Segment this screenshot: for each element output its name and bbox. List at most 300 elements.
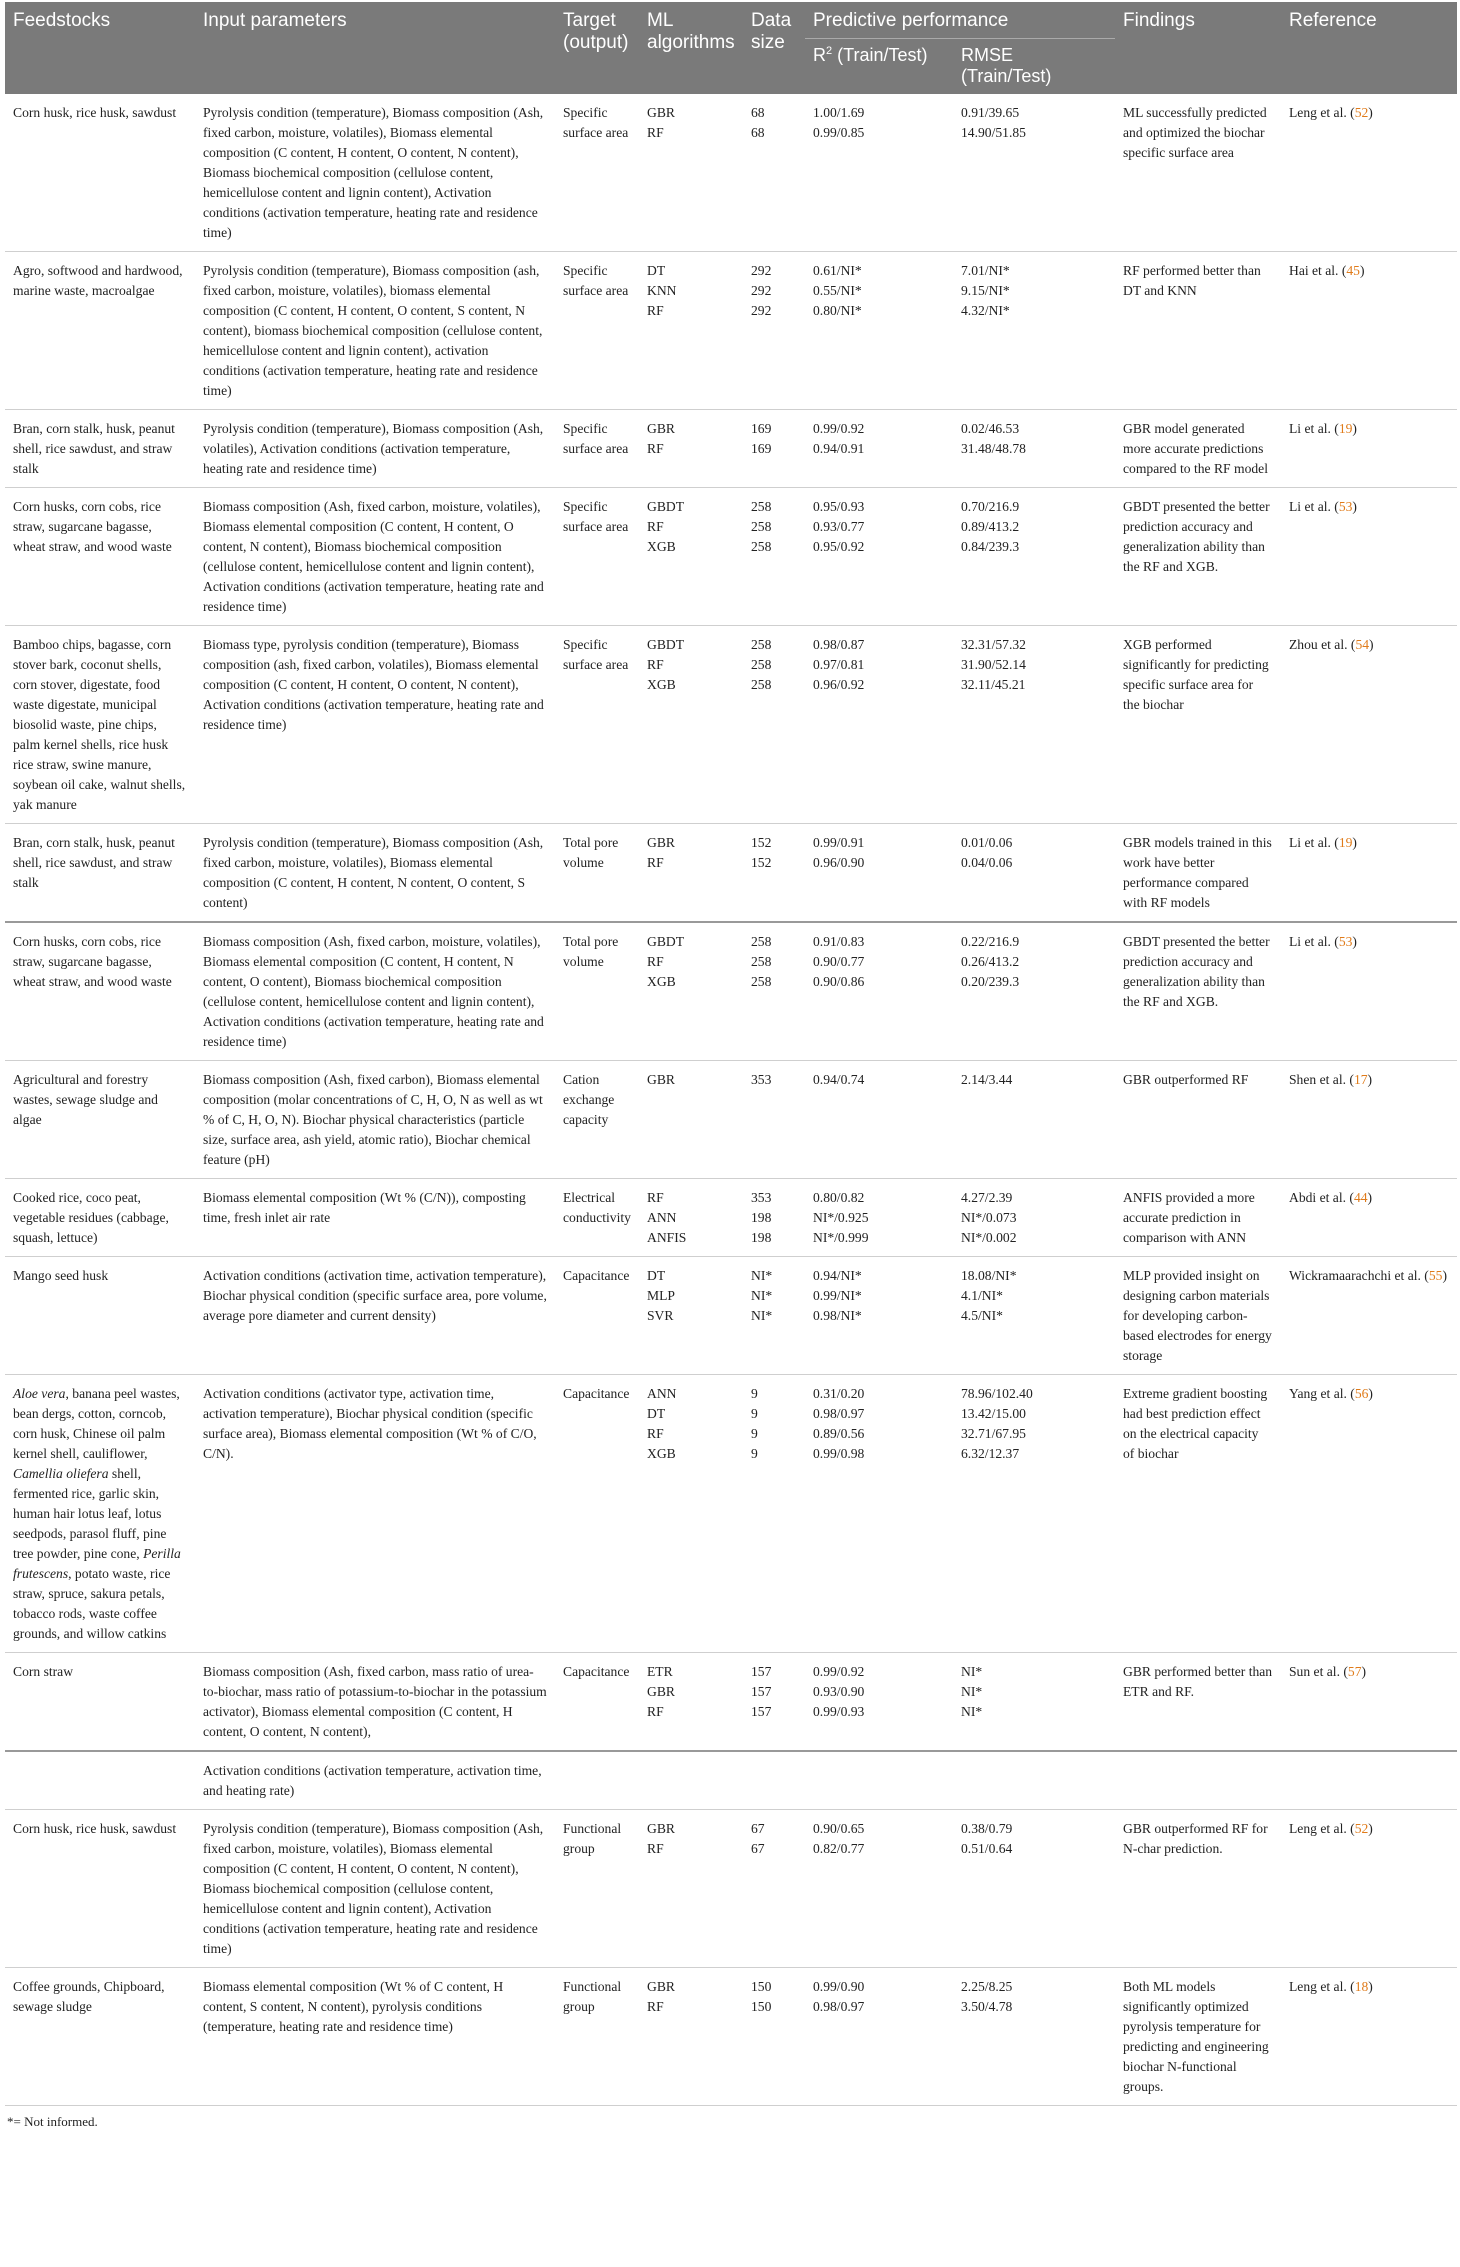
alg: KNN [647,283,677,299]
cell-rmse [953,922,1115,1061]
header-r2-label: R [813,44,826,65]
cell-findings: RF performed better than DT and KNN [1115,252,1281,410]
cell-rmse [953,488,1115,626]
r2: 0.99/NI* [813,1288,862,1304]
ref-text: Li et al. ( [1289,835,1339,851]
ref-text: Li et al. ( [1289,421,1339,437]
rmse: NI* [961,1704,983,1720]
r2: 0.94/0.74 [813,1072,865,1088]
ref-link[interactable]: 53 [1338,499,1353,515]
size: 353 [751,1190,772,1206]
header-target [555,2,639,94]
cell-reference [1281,1968,1457,2106]
alg: GBR [647,835,675,851]
ref-link[interactable]: 19 [1338,835,1353,851]
cell-input: Biomass type, pyrolysis condition (temperature), Biomass composition (ash, fixed carbon, volatiles), Biomass elemental composition (C content, H content, O content, N content), Activation conditions (activation temperature, heating rate and residence time) [195,626,555,824]
alg: GBR [647,1979,675,1995]
table-container [5,2,1457,2130]
ref-text: Abdi et al. ( [1289,1190,1354,1206]
cell-reference [1281,410,1457,488]
alg: RF [647,1704,664,1720]
cell-feedstocks: Corn husks, corn cobs, rice straw, sugarcane bagasse, wheat straw, and wood waste [5,488,195,626]
rmse: 0.70/216.9 [961,499,1020,515]
feed-italic: Camellia oliefera [13,1466,109,1482]
cell-reference [1281,1653,1457,1752]
cell-findings: MLP provided insight on designing carbon materials for developing carbon-based electrodes for energy storage [1115,1257,1281,1375]
cell-reference [1281,824,1457,923]
cell-rmse [953,1375,1115,1653]
cell-input: Pyrolysis condition (temperature), Biomass composition (ash, fixed carbon, moisture, volatiles), biomass elemental composition (C content, H content, O content, S content, N content), biomass biochemical composition (cellulose content, hemicellulose content and lignin content), activation conditions (activation temperature, heating rate and residence time) [195,252,555,410]
rmse: 32.31/57.32 [961,637,1026,653]
cell-reference [1281,1179,1457,1257]
ref-text: Li et al. ( [1289,499,1339,515]
ref-close: ) [1352,421,1357,437]
cell-rmse [953,410,1115,488]
rmse: 0.84/239.3 [961,539,1020,555]
rmse: 31.48/48.78 [961,441,1026,457]
ref-text: Hai et al. ( [1289,263,1347,279]
alg: GBR [647,1684,675,1700]
cell-target: Specific surface area [555,626,639,824]
ref-link[interactable]: 19 [1338,421,1353,437]
cell-input: Pyrolysis condition (temperature), Biomass composition (Ash, fixed carbon, moisture, volatiles), Biomass elemental composition (C content, H content, O content, N content), Biomass biochemical composition (cellulose content, hemicellulose content and lignin content), Activation conditions (activation temperature, heating rate and residence time) [195,1810,555,1968]
table-row [5,94,1457,252]
size: 157 [751,1664,772,1680]
cell-findings [1115,1751,1281,1810]
cell-data-size [743,824,805,923]
alg: XGB [647,974,676,990]
table-row [5,626,1457,824]
ref-close: ) [1367,1072,1373,1088]
rmse: 0.89/413.2 [961,519,1020,535]
size: 258 [751,677,772,693]
cell-data-size [743,1257,805,1375]
header-ml-algorithms [639,2,743,94]
ref-link[interactable]: 18 [1354,1979,1369,1995]
cell-reference [1281,252,1457,410]
cell-findings: GBR performed better than ETR and RF. [1115,1653,1281,1752]
cell-target: Total pore volume [555,922,639,1061]
cell-feedstocks: Cooked rice, coco peat, vegetable residues (cabbage, squash, lettuce) [5,1179,195,1257]
table-row [5,410,1457,488]
alg: RF [647,303,664,319]
r2: 0.94/0.91 [813,441,865,457]
rmse: 9.15/NI* [961,283,1010,299]
cell-feedstocks [5,1375,195,1653]
r2: 0.98/0.87 [813,637,865,653]
rmse: 0.51/0.64 [961,1841,1013,1857]
cell-algorithms [639,922,743,1061]
alg: ETR [647,1664,673,1680]
rmse: 4.27/2.39 [961,1190,1013,1206]
ref-link[interactable]: 52 [1354,105,1369,121]
size: 258 [751,954,772,970]
alg: RF [647,1190,664,1206]
alg: XGB [647,1446,676,1462]
cell-reference [1281,626,1457,824]
cell-target: Cation exchange capacity [555,1061,639,1179]
cell-data-size [743,1061,805,1179]
table-row [5,1653,1457,1752]
r2: 0.96/0.90 [813,855,865,871]
size: 292 [751,263,772,279]
rmse: 7.01/NI* [961,263,1010,279]
rmse: 0.22/216.9 [961,934,1020,950]
size: 258 [751,519,772,535]
r2: 0.80/0.82 [813,1190,865,1206]
cell-algorithms [639,1179,743,1257]
table-row [5,1968,1457,2106]
cell-algorithms [639,1810,743,1968]
cell-rmse [953,1751,1115,1810]
cell-data-size [743,1968,805,2106]
cell-data-size [743,1375,805,1653]
ref-close: ) [1368,1979,1373,1995]
table-row [5,488,1457,626]
ref-link[interactable]: 56 [1354,1386,1369,1402]
cell-feedstocks: Bamboo chips, bagasse, corn stover bark, coconut shells, corn stover, digestate, food waste digestate, municipal biosolid waste, pine chips, palm kernel shells, rice husk rice straw, swine manure, soybean oil cake, walnut shells, yak manure [5,626,195,824]
cell-algorithms [639,1751,743,1810]
header-target-line2: (output) [563,31,629,53]
cell-feedstocks: Agro, softwood and hardwood, marine waste, macroalgae [5,252,195,410]
cell-data-size [743,410,805,488]
header-findings: Findings [1115,2,1281,94]
table-row [5,922,1457,1061]
alg: GBDT [647,499,685,515]
cell-data-size [743,1653,805,1752]
rmse: 0.91/39.65 [961,105,1020,121]
cell-rmse [953,626,1115,824]
header-feedstocks: Feedstocks [5,2,195,94]
cell-findings: GBDT presented the better prediction accuracy and generalization ability than the RF and XGB. [1115,922,1281,1061]
cell-r2 [805,626,953,824]
r2: NI*/0.925 [813,1210,869,1226]
cell-target: Functional group [555,1968,639,2106]
r2: 0.99/0.85 [813,125,865,141]
cell-target [555,1751,639,1810]
table-row [5,252,1457,410]
cell-input: Biomass composition (Ash, fixed carbon), Biomass elemental composition (molar concentrations of C, H, O, N as well as wt % of C, H, O, N). Biochar physical characteristics (particle size, surface area, ash yield, atomic ratio), Biochar chemical feature (pH) [195,1061,555,1179]
alg: RF [647,1999,664,2015]
cell-findings: ANFIS provided a more accurate prediction in comparison with ANN [1115,1179,1281,1257]
r2: 0.91/0.83 [813,934,865,950]
cell-reference [1281,1810,1457,1968]
alg: MLP [647,1288,675,1304]
ref-close: ) [1359,263,1365,279]
cell-data-size [743,1810,805,1968]
rmse: 4.32/NI* [961,303,1010,319]
cell-target: Electrical conductivity [555,1179,639,1257]
r2: 0.99/0.91 [813,835,865,851]
cell-input: Activation conditions (activator type, activation time, activation temperature), Biochar physical condition (specific surface area), Biomass elemental composition (Wt % of C/O, C/N). [195,1375,555,1653]
alg: GBDT [647,637,685,653]
size: 9 [751,1426,758,1442]
rmse: NI*/0.002 [961,1230,1017,1246]
size: 150 [751,1999,772,2015]
cell-feedstocks: Bran, corn stalk, husk, peanut shell, rice sawdust, and straw stalk [5,824,195,923]
rmse: 14.90/51.85 [961,125,1026,141]
cell-reference [1281,922,1457,1061]
alg: RF [647,519,664,535]
cell-r2 [805,94,953,252]
ref-text: Li et al. ( [1289,934,1339,950]
ref-link[interactable]: 53 [1338,934,1353,950]
feed-text: , potato waste, rice straw, spruce, sakura petals, tobacco rods, waste coffee grounds, and willow catkins [13,1566,171,1642]
r2: 0.61/NI* [813,263,862,279]
rmse: 6.32/12.37 [961,1446,1020,1462]
cell-rmse [953,1810,1115,1968]
rmse: 18.08/NI* [961,1268,1017,1284]
ref-text: Leng et al. ( [1289,105,1355,121]
ref-link[interactable]: 57 [1347,1664,1362,1680]
table-row [5,1257,1457,1375]
cell-rmse [953,252,1115,410]
cell-findings: Both ML models significantly optimized pyrolysis temperature for predicting and engineering biochar N-functional groups. [1115,1968,1281,2106]
feed-text: , banana peel wastes, bean dergs, cotton, corncob, corn husk, Chinese oil palm kernel shell, cauliflower, [13,1386,180,1462]
cell-feedstocks: Corn husks, corn cobs, rice straw, sugarcane bagasse, wheat straw, and wood waste [5,922,195,1061]
size: 258 [751,974,772,990]
feed-italic: Perilla frutescens [13,1546,181,1582]
cell-target: Total pore volume [555,824,639,923]
cell-r2 [805,1653,953,1752]
r2: 0.82/0.77 [813,1841,865,1857]
r2: 0.99/0.93 [813,1704,865,1720]
ref-link[interactable]: 45 [1346,263,1360,279]
rmse: NI* [961,1684,983,1700]
cell-input: Pyrolysis condition (temperature), Biomass composition (Ash, fixed carbon, moisture, volatiles), Biomass elemental composition (C content, H content, O content, N content), Biomass biochemical composition (cellulose content, hemicellulose content and lignin content), Activation conditions (activation temperature, heating rate and residence time) [195,94,555,252]
size: 152 [751,835,772,851]
feed-text: shell, fermented rice, garlic skin, human hair lotus leaf, lotus seedpods, parasol fluff, pine tree powder, pine cone, [13,1466,167,1562]
r2: 0.90/0.65 [813,1821,865,1837]
ref-link[interactable]: 17 [1353,1072,1368,1088]
cell-target: Functional group [555,1810,639,1968]
cell-reference [1281,94,1457,252]
cell-r2 [805,410,953,488]
alg: RF [647,855,664,871]
r2: 0.90/0.77 [813,954,865,970]
cell-target: Specific surface area [555,410,639,488]
ref-link[interactable]: 55 [1428,1268,1443,1284]
header-predictive-performance: Predictive performance [805,2,1115,38]
ref-close: ) [1368,105,1373,121]
r2: 0.90/0.86 [813,974,865,990]
alg: RF [647,441,664,457]
cell-rmse [953,1061,1115,1179]
cell-rmse [953,1968,1115,2106]
ref-link[interactable]: 44 [1353,1190,1368,1206]
cell-data-size [743,922,805,1061]
cell-feedstocks: Mango seed husk [5,1257,195,1375]
cell-algorithms [639,410,743,488]
cell-feedstocks: Corn husk, rice husk, sawdust [5,1810,195,1968]
alg: SVR [647,1308,674,1324]
r2: 0.98/0.97 [813,1999,865,2015]
cell-data-size [743,94,805,252]
r2: 0.95/0.92 [813,539,865,555]
ref-link[interactable]: 52 [1354,1821,1369,1837]
ref-text: Shen et al. ( [1289,1072,1354,1088]
cell-findings: XGB performed significantly for predicting specific surface area for the biochar [1115,626,1281,824]
r2: 0.96/0.92 [813,677,865,693]
ref-text: Leng et al. ( [1289,1979,1355,1995]
cell-algorithms [639,1061,743,1179]
cell-algorithms [639,824,743,923]
ref-close: ) [1352,934,1357,950]
rmse: 0.02/46.53 [961,421,1020,437]
cell-target: Capacitance [555,1653,639,1752]
header-data-size [743,2,805,94]
rmse: 0.01/0.06 [961,835,1013,851]
cell-r2 [805,824,953,923]
header-data-line2: size [751,31,785,53]
r2: 0.98/NI* [813,1308,862,1324]
ref-close: ) [1368,1821,1373,1837]
size: 9 [751,1386,758,1402]
ref-text: Sun et al. ( [1289,1664,1348,1680]
header-data-line1: Data [751,10,792,31]
r2: 0.99/0.90 [813,1979,865,1995]
r2: 0.93/0.77 [813,519,865,535]
cell-feedstocks: Coffee grounds, Chipboard, sewage sludge [5,1968,195,2106]
r2: 0.98/0.97 [813,1406,865,1422]
rmse: 31.90/52.14 [961,657,1026,673]
cell-algorithms [639,1968,743,2106]
cell-feedstocks: Agricultural and forestry wastes, sewage sludge and algae [5,1061,195,1179]
alg: DT [647,1406,666,1422]
cell-input: Biomass composition (Ash, fixed carbon, mass ratio of urea-to-biochar, mass ratio of potassium-to-biochar in the potassium activator), Biomass elemental composition (C content, H content, O content, N content), [195,1653,555,1752]
r2: 0.80/NI* [813,303,862,319]
ref-link[interactable]: 54 [1355,637,1370,653]
cell-input: Biomass elemental composition (Wt % of C content, H content, S content, N content), pyrolysis conditions (temperature, heating rate and residence time) [195,1968,555,2106]
ref-text: Yang et al. ( [1289,1386,1355,1402]
rmse: 4.1/NI* [961,1288,1003,1304]
cell-r2 [805,1968,953,2106]
header-r2 [805,38,953,94]
cell-findings: GBR models trained in this work have better performance compared with RF models [1115,824,1281,923]
rmse: 32.71/67.95 [961,1426,1026,1442]
rmse: 3.50/4.78 [961,1999,1013,2015]
size: 198 [751,1210,772,1226]
r2: 0.31/0.20 [813,1386,865,1402]
alg: RF [647,657,664,673]
size: 152 [751,855,772,871]
r2: 0.99/0.92 [813,1664,865,1680]
size: NI* [751,1268,773,1284]
ref-close: ) [1368,1386,1373,1402]
size: NI* [751,1288,773,1304]
cell-input: Pyrolysis condition (temperature), Biomass composition (Ash, volatiles), Activation conditions (activation temperature, heating rate and residence time) [195,410,555,488]
alg: RF [647,954,664,970]
cell-r2 [805,1810,953,1968]
cell-data-size [743,1179,805,1257]
cell-reference [1281,1375,1457,1653]
size: 157 [751,1704,772,1720]
cell-data-size [743,626,805,824]
footnote: *= Not informed. [7,2114,98,2130]
r2: 0.95/0.93 [813,499,865,515]
cell-reference [1281,488,1457,626]
rmse: 0.38/0.79 [961,1821,1013,1837]
size: 258 [751,499,772,515]
cell-algorithms [639,626,743,824]
ml-biochar-table [5,2,1457,2106]
cell-input: Biomass composition (Ash, fixed carbon, moisture, volatiles), Biomass elemental composition (C content, H content, N content, O content), Biomass biochemical composition (cellulose content, hemicellulose content and lignin content), Activation conditions (activation temperature, heating rate and residence time) [195,922,555,1061]
cell-feedstocks: Bran, corn stalk, husk, peanut shell, rice sawdust, and straw stalk [5,410,195,488]
cell-findings: GBR outperformed RF [1115,1061,1281,1179]
r2: 0.94/NI* [813,1268,862,1284]
size: 258 [751,539,772,555]
alg: GBR [647,1072,675,1088]
alg: DT [647,263,666,279]
cell-input: Biomass composition (Ash, fixed carbon, moisture, volatiles), Biomass elemental composition (C content, H content, O content, N content), Biomass biochemical composition (cellulose content, hemicellulose content and lignin content), Activation conditions (activation temperature, heating rate and residence time) [195,488,555,626]
cell-algorithms [639,94,743,252]
size: 258 [751,934,772,950]
cell-feedstocks: Corn straw [5,1653,195,1752]
cell-algorithms [639,1375,743,1653]
cell-input: Biomass elemental composition (Wt % (C/N)), composting time, fresh inlet air rate [195,1179,555,1257]
size: 9 [751,1406,758,1422]
alg: GBR [647,421,675,437]
cell-r2 [805,252,953,410]
alg: RF [647,125,664,141]
cell-findings: GBR model generated more accurate predictions compared to the RF model [1115,410,1281,488]
cell-rmse [953,94,1115,252]
rmse: 4.5/NI* [961,1308,1003,1324]
ref-close: ) [1352,499,1357,515]
cell-input: Activation conditions (activation time, activation temperature), Biochar physical condition (specific surface area, pore volume, average pore diameter and current density) [195,1257,555,1375]
r2: 0.99/0.98 [813,1446,865,1462]
cell-rmse [953,1179,1115,1257]
table-row [5,1061,1457,1179]
cell-rmse [953,824,1115,923]
cell-input: Pyrolysis condition (temperature), Biomass composition (Ash, fixed carbon, moisture, volatiles), Biomass elemental composition (C content, H content, N content, O content, S content) [195,824,555,923]
alg: ANN [647,1210,677,1226]
ref-text: Wickramaarachchi et al. ( [1289,1268,1429,1284]
rmse: NI*/0.073 [961,1210,1017,1226]
r2: 1.00/1.69 [813,105,865,121]
size: 150 [751,1979,772,1995]
rmse: 2.14/3.44 [961,1072,1013,1088]
size: 157 [751,1684,772,1700]
r2: 0.55/NI* [813,283,862,299]
rmse: 32.11/45.21 [961,677,1026,693]
cell-findings: GBDT presented the better prediction accuracy and generalization ability than the RF and XGB. [1115,488,1281,626]
cell-target: Capacitance [555,1257,639,1375]
r2: 0.89/0.56 [813,1426,865,1442]
header-input-parameters: Input parameters [195,2,555,94]
size: 68 [751,125,765,141]
size: 67 [751,1821,765,1837]
size: 68 [751,105,765,121]
alg: ANFIS [647,1230,687,1246]
cell-r2 [805,1061,953,1179]
alg: RF [647,1426,664,1442]
size: 258 [751,657,772,673]
cell-target: Capacitance [555,1375,639,1653]
r2: NI*/0.999 [813,1230,869,1246]
r2: 0.97/0.81 [813,657,865,673]
alg: RF [647,1841,664,1857]
cell-input: Activation conditions (activation temperature, activation time, and heating rate) [195,1751,555,1810]
feed-italic: Aloe vera [13,1386,66,1402]
header-rmse: RMSE (Train/Test) [953,38,1115,94]
cell-target: Specific surface area [555,252,639,410]
rmse: 78.96/102.40 [961,1386,1033,1402]
size: 67 [751,1841,765,1857]
alg: GBDT [647,934,685,950]
table-row [5,824,1457,923]
ref-close: ) [1442,1268,1447,1284]
